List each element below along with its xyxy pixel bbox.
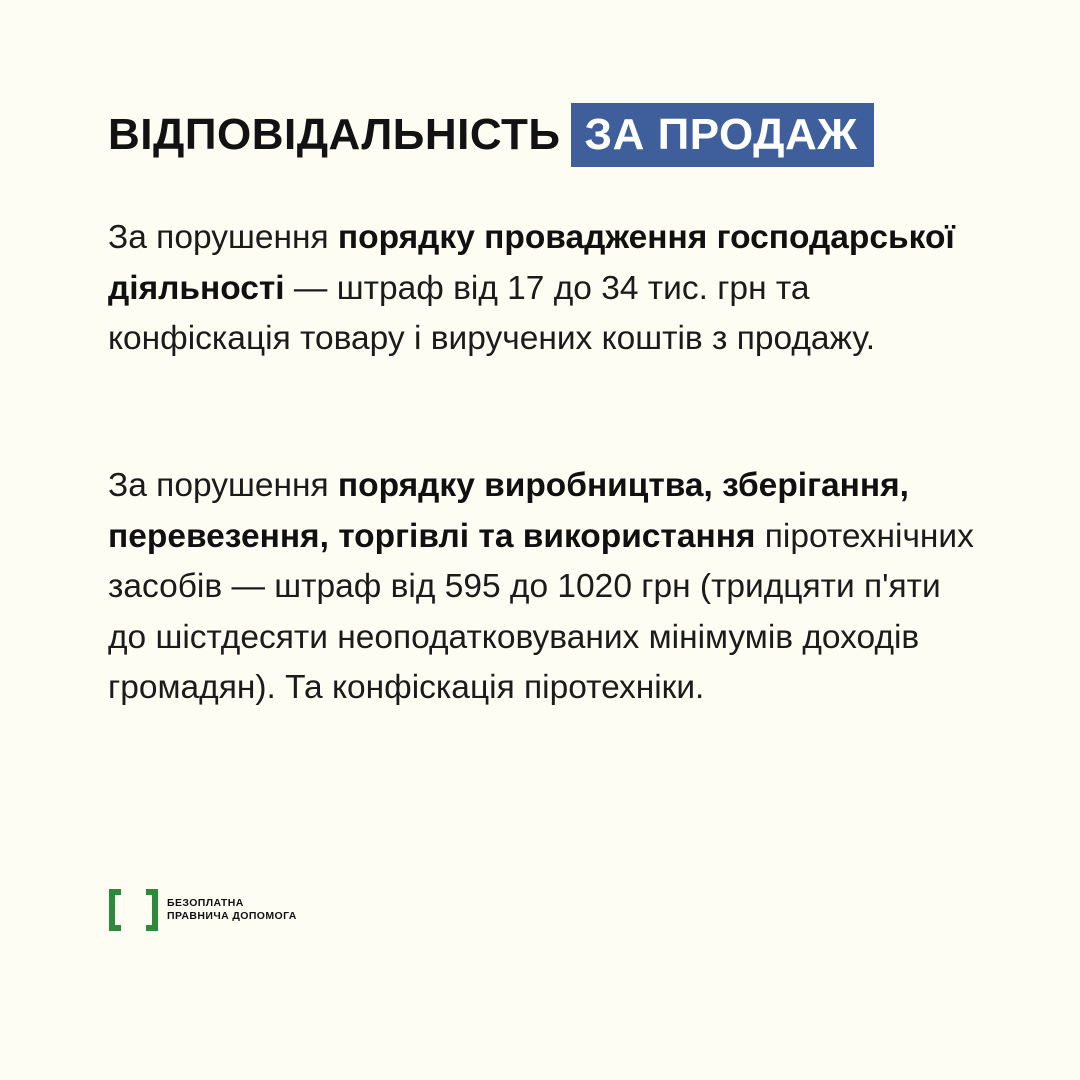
title-highlight: ЗА ПРОДАЖ — [571, 103, 874, 167]
left-bracket — [109, 889, 121, 931]
logo-line2: ПРАВНИЧА ДОПОМОГА — [167, 910, 297, 922]
title-plain: ВІДПОВІДАЛЬНІСТЬ — [108, 110, 561, 159]
logo — [109, 889, 297, 931]
logo-text — [167, 897, 297, 923]
paragraph1-bold: порядку провадження господарської діяльності — [108, 219, 955, 307]
right-bracket — [146, 889, 158, 931]
paragraph2-bold: порядку виробництва, зберігання, перевезення, торгівлі та використання — [108, 467, 909, 555]
bracket-logo-icon — [109, 889, 158, 931]
paragraph2-intro: За порушення — [108, 467, 338, 504]
page-title — [108, 103, 874, 167]
logo-line1: БЕЗОПЛАТНА — [167, 897, 244, 909]
paragraph2-rest: піротехнічних засобів — штраф від 595 до 1020 грн (тридцяти п'яти до шістдесяти неоподатковуваних мінімумів доходів громадян). Та конфіскація піротехніки. — [108, 517, 974, 706]
paragraph1-rest: — штраф від 17 до 34 тис. грн та конфіскація товару і виручених коштів з продажу. — [108, 269, 876, 357]
paragraph-pyrotechnics — [108, 461, 988, 714]
paragraph-business-activity — [108, 213, 988, 365]
paragraph1-intro: За порушення — [108, 219, 338, 256]
